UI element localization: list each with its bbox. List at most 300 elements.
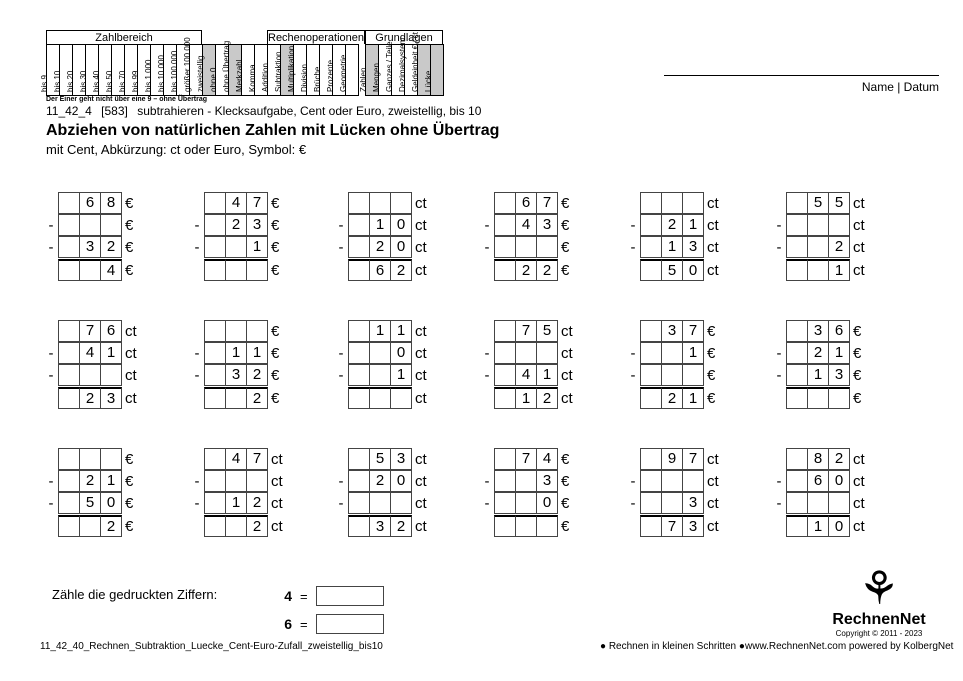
digit-boxes: [348, 320, 411, 342]
digit-input-box[interactable]: [225, 236, 247, 258]
digit-box: 2: [661, 387, 683, 409]
digit-input-box[interactable]: [494, 492, 516, 514]
digit-input-box[interactable]: [786, 448, 808, 470]
digit-input-box[interactable]: [369, 492, 391, 514]
digit-input-box[interactable]: [494, 515, 516, 537]
task-row: [334, 470, 427, 492]
digit-input-box[interactable]: [58, 364, 80, 386]
digit-boxes: [640, 342, 703, 364]
digit-input-box[interactable]: [58, 448, 80, 470]
currency-unit-label: ct: [271, 517, 283, 535]
task-row: [772, 236, 865, 258]
digit-input-box[interactable]: [515, 342, 537, 364]
digit-input-box[interactable]: [348, 515, 370, 537]
digit-input-box[interactable]: [494, 448, 516, 470]
task-row: [190, 448, 283, 470]
currency-unit-label: ct: [853, 216, 865, 234]
category-group-title: [202, 30, 267, 44]
operator-symbol: -: [48, 472, 54, 490]
digit-box: 7: [79, 320, 101, 342]
digit-box: 0: [536, 492, 558, 514]
digit-boxes: [58, 448, 121, 470]
digit-input-box[interactable]: [79, 364, 101, 386]
digit-box: 5: [79, 492, 101, 514]
digit-input-box[interactable]: [79, 259, 101, 281]
operator-symbol: -: [630, 344, 636, 362]
digit-box: 7: [246, 192, 268, 214]
digit-input-box[interactable]: [682, 192, 704, 214]
digit-input-box[interactable]: [204, 214, 226, 236]
sheet-id-line: [46, 104, 481, 118]
digit-box: 4: [515, 214, 537, 236]
digit-input-box[interactable]: [640, 192, 662, 214]
digit-boxes: [786, 214, 849, 236]
digit-input-box[interactable]: [828, 387, 850, 409]
digit-box: 0: [390, 214, 412, 236]
task-row: [480, 236, 569, 258]
task-row: [626, 364, 715, 386]
digit-box: 3: [536, 214, 558, 236]
digit-boxes: [494, 214, 557, 236]
task-row: [334, 492, 427, 514]
digit-input-box[interactable]: [640, 492, 662, 514]
digit-input-box[interactable]: [79, 448, 101, 470]
digit-input-box[interactable]: [58, 192, 80, 214]
digit-input-box[interactable]: [494, 259, 516, 281]
category-cell-label: bis 100.000: [170, 50, 179, 92]
digit-input-box[interactable]: [494, 320, 516, 342]
digit-input-box[interactable]: [786, 515, 808, 537]
currency-unit-label: ct: [125, 322, 137, 340]
digit-input-box[interactable]: [204, 259, 226, 281]
digit-input-box[interactable]: [682, 470, 704, 492]
category-cell-label: Geometrie: [339, 54, 348, 92]
category-cell-label: Lücke: [424, 70, 434, 92]
digit-input-box[interactable]: [515, 470, 537, 492]
digit-input-box[interactable]: [807, 236, 829, 258]
digit-boxes: [640, 236, 703, 258]
digit-input-box[interactable]: [494, 236, 516, 258]
currency-unit-label: ct: [707, 517, 719, 535]
digit-input-box[interactable]: [536, 342, 558, 364]
operator-symbol: -: [484, 366, 490, 384]
digit-input-box[interactable]: [225, 515, 247, 537]
digit-input-box[interactable]: [204, 192, 226, 214]
digit-input-box[interactable]: [58, 236, 80, 258]
category-group: [359, 30, 443, 96]
digit-box: 2: [100, 236, 122, 258]
task-row: [334, 320, 427, 342]
digit-input-box[interactable]: [640, 320, 662, 342]
currency-unit-label: €: [271, 344, 280, 362]
digit-input-box[interactable]: [225, 387, 247, 409]
task-result-row: [190, 259, 279, 281]
count-digit-label: 4: [284, 588, 292, 604]
digit-input-box[interactable]: [348, 192, 370, 214]
task-row: [334, 236, 427, 258]
currency-unit-label: ct: [707, 450, 719, 468]
digit-box: 6: [828, 320, 850, 342]
digit-input-box[interactable]: [494, 364, 516, 386]
digit-input-box[interactable]: [100, 364, 122, 386]
digit-boxes: [494, 236, 557, 258]
digit-input-box[interactable]: [58, 515, 80, 537]
digit-box: 0: [682, 259, 704, 281]
category-cell[interactable]: [424, 44, 444, 96]
logo-name: RechnenNet: [832, 611, 926, 628]
digit-boxes: [640, 214, 703, 236]
category-cell-label: bis 70: [118, 70, 127, 92]
digit-input-box[interactable]: [58, 387, 80, 409]
digit-boxes: [786, 515, 849, 537]
digit-box: 2: [536, 259, 558, 281]
category-cell-label: bis 50: [105, 70, 114, 92]
operator-symbol: -: [776, 344, 782, 362]
category-cell-label: Brüche: [313, 66, 322, 92]
count-digit-label: 6: [284, 616, 292, 632]
currency-unit-label: ct: [853, 194, 865, 212]
sheet-descriptor: subtrahieren - Klecksaufgabe, Cent oder Euro, zweistellig, bis 10: [137, 104, 482, 118]
digit-input-box[interactable]: [100, 448, 122, 470]
digit-box: 2: [369, 470, 391, 492]
digit-input-box[interactable]: [640, 448, 662, 470]
digit-input-box[interactable]: [204, 515, 226, 537]
digit-input-box[interactable]: [204, 470, 226, 492]
digit-input-box[interactable]: [786, 214, 808, 236]
task-result-row: [334, 387, 427, 409]
digit-box: 6: [79, 192, 101, 214]
digit-input-box[interactable]: [786, 192, 808, 214]
digit-input-box[interactable]: [369, 364, 391, 386]
operator-symbol: -: [338, 494, 344, 512]
brand-logo: [819, 562, 939, 638]
digit-box: 3: [369, 515, 391, 537]
name-date-label: Name | Datum: [861, 80, 939, 94]
operator-symbol: -: [194, 216, 200, 234]
digit-input-box[interactable]: [786, 320, 808, 342]
digit-boxes: [640, 364, 703, 386]
exercise-task: [190, 192, 279, 281]
task-result-row: [480, 515, 569, 537]
digit-input-box[interactable]: [204, 492, 226, 514]
digit-input-box[interactable]: [494, 387, 516, 409]
exercise-task: [44, 448, 133, 537]
digit-box: 7: [661, 515, 683, 537]
currency-unit-label: €: [125, 216, 134, 234]
digit-boxes: [348, 387, 411, 409]
digit-boxes: [494, 515, 557, 537]
task-row: [626, 448, 719, 470]
task-row: [480, 320, 573, 342]
currency-unit-label: €: [125, 194, 134, 212]
digit-input-box[interactable]: [661, 364, 683, 386]
digit-input-box[interactable]: [640, 387, 662, 409]
currency-unit-label: €: [707, 389, 716, 407]
sheet-code: 11_42_4: [46, 104, 92, 118]
currency-unit-label: €: [561, 216, 570, 234]
category-cell-label: bis 20: [66, 70, 75, 92]
digit-input-box[interactable]: [204, 387, 226, 409]
digit-input-box[interactable]: [348, 236, 370, 258]
digit-input-box[interactable]: [79, 515, 101, 537]
digit-input-box[interactable]: [536, 515, 558, 537]
digit-boxes: [204, 192, 267, 214]
currency-unit-label: ct: [415, 216, 427, 234]
digit-input-box[interactable]: [348, 214, 370, 236]
digit-input-box[interactable]: [348, 492, 370, 514]
currency-unit-label: ct: [707, 494, 719, 512]
digit-input-box[interactable]: [348, 320, 370, 342]
digit-boxes: [204, 492, 267, 514]
digit-input-box[interactable]: [369, 342, 391, 364]
digit-boxes: [204, 364, 267, 386]
digit-input-box[interactable]: [640, 236, 662, 258]
currency-unit-label: ct: [707, 216, 719, 234]
digit-boxes: [786, 387, 849, 409]
currency-unit-label: ct: [707, 261, 719, 279]
page-subtitle: mit Cent, Abkürzung: ct oder Euro, Symbol: €: [46, 142, 307, 157]
category-cell-label: Geldeinheit € / ct: [411, 31, 421, 92]
digit-boxes: [58, 515, 121, 537]
currency-unit-label: €: [561, 261, 570, 279]
digit-input-box[interactable]: [225, 320, 247, 342]
digit-boxes: [494, 470, 557, 492]
digit-input-box[interactable]: [58, 214, 80, 236]
task-result-row: [480, 259, 569, 281]
digit-input-box[interactable]: [79, 214, 101, 236]
digit-input-box[interactable]: [661, 470, 683, 492]
category-group-title: Rechenoperationen: [268, 32, 365, 44]
exercise-task: [626, 192, 719, 281]
task-row: [626, 492, 719, 514]
digit-input-box[interactable]: [58, 259, 80, 281]
category-cell-label: Addition: [261, 63, 270, 92]
digit-input-box[interactable]: [682, 364, 704, 386]
digit-input-box[interactable]: [494, 470, 516, 492]
digit-input-box[interactable]: [58, 342, 80, 364]
digit-boxes: [786, 320, 849, 342]
exercise-task: [334, 192, 427, 281]
task-result-row: [626, 387, 715, 409]
digit-input-box[interactable]: [640, 342, 662, 364]
currency-unit-label: €: [271, 389, 280, 407]
digit-input-box[interactable]: [204, 320, 226, 342]
operator-symbol: -: [630, 472, 636, 490]
digit-box: 7: [536, 192, 558, 214]
digit-box: 1: [682, 214, 704, 236]
digit-box: 3: [807, 320, 829, 342]
task-row: [772, 214, 865, 236]
digit-input-box[interactable]: [640, 259, 662, 281]
digit-input-box[interactable]: [390, 192, 412, 214]
footer-url: www.RechnenNet.com powered by KolbergNet: [745, 641, 954, 652]
task-row: [480, 364, 573, 386]
digit-box: 4: [515, 364, 537, 386]
currency-unit-label: ct: [415, 517, 427, 535]
task-row: [334, 214, 427, 236]
task-row: [190, 470, 283, 492]
digit-input-box[interactable]: [348, 448, 370, 470]
digit-input-box[interactable]: [515, 515, 537, 537]
digit-input-box[interactable]: [661, 192, 683, 214]
digit-input-box[interactable]: [786, 470, 808, 492]
digit-box: 2: [369, 236, 391, 258]
currency-unit-label: €: [561, 517, 570, 535]
currency-unit-label: €: [125, 517, 134, 535]
digit-box: 9: [661, 448, 683, 470]
task-row: [772, 342, 861, 364]
digit-input-box[interactable]: [100, 214, 122, 236]
digit-boxes: [786, 470, 849, 492]
digit-input-box[interactable]: [58, 470, 80, 492]
count-answer-box[interactable]: [316, 586, 384, 606]
digit-box: 3: [390, 448, 412, 470]
digit-boxes: [786, 259, 849, 281]
digit-boxes: [348, 515, 411, 537]
digit-box: 2: [246, 515, 268, 537]
digit-box: 5: [661, 259, 683, 281]
category-cell-label: Prozente: [326, 59, 335, 92]
digit-box: 1: [536, 364, 558, 386]
digit-input-box[interactable]: [828, 214, 850, 236]
task-row: [626, 214, 719, 236]
logo-mark-icon: ⚘: [858, 562, 900, 614]
count-answer-box[interactable]: [316, 614, 384, 634]
digit-input-box[interactable]: [348, 342, 370, 364]
digit-box: 5: [807, 192, 829, 214]
digit-box: 8: [807, 448, 829, 470]
digit-input-box[interactable]: [494, 214, 516, 236]
digit-input-box[interactable]: [204, 236, 226, 258]
category-cell-label: Ganzes / Teile: [385, 41, 395, 92]
digit-input-box[interactable]: [225, 470, 247, 492]
currency-unit-label: €: [125, 261, 134, 279]
digit-boxes: [786, 364, 849, 386]
currency-unit-label: ct: [561, 322, 573, 340]
digit-input-box[interactable]: [515, 492, 537, 514]
digit-input-box[interactable]: [348, 259, 370, 281]
digit-boxes: [786, 448, 849, 470]
digit-box: 3: [682, 236, 704, 258]
category-cell-label: bis 9: [40, 75, 49, 92]
currency-unit-label: €: [125, 450, 134, 468]
currency-unit-label: €: [707, 344, 716, 362]
digit-input-box[interactable]: [204, 342, 226, 364]
digit-input-box[interactable]: [807, 492, 829, 514]
task-row: [772, 448, 865, 470]
digit-box: 1: [682, 342, 704, 364]
task-result-row: [44, 515, 133, 537]
category-cell[interactable]: [339, 44, 359, 96]
digit-input-box[interactable]: [58, 320, 80, 342]
task-row: [772, 364, 861, 386]
digit-input-box[interactable]: [786, 259, 808, 281]
digit-input-box[interactable]: [246, 320, 268, 342]
digit-box: 1: [807, 515, 829, 537]
digit-input-box[interactable]: [640, 364, 662, 386]
digit-input-box[interactable]: [786, 387, 808, 409]
currency-unit-label: €: [561, 238, 570, 256]
digit-input-box[interactable]: [640, 515, 662, 537]
digit-box: 1: [828, 342, 850, 364]
digit-box: 2: [390, 515, 412, 537]
digit-input-box[interactable]: [348, 364, 370, 386]
digit-boxes: [348, 492, 411, 514]
digit-boxes: [58, 342, 121, 364]
digit-input-box[interactable]: [828, 492, 850, 514]
digit-input-box[interactable]: [225, 259, 247, 281]
digit-input-box[interactable]: [536, 236, 558, 258]
digit-input-box[interactable]: [786, 364, 808, 386]
digit-input-box[interactable]: [807, 214, 829, 236]
operator-symbol: -: [630, 216, 636, 234]
digit-input-box[interactable]: [390, 492, 412, 514]
digit-boxes: [58, 236, 121, 258]
digit-input-box[interactable]: [786, 236, 808, 258]
digit-input-box[interactable]: [661, 342, 683, 364]
digit-input-box[interactable]: [390, 387, 412, 409]
task-row: [190, 320, 279, 342]
digit-input-box[interactable]: [640, 470, 662, 492]
exercise-task: [480, 448, 569, 537]
digit-input-box[interactable]: [246, 470, 268, 492]
operator-symbol: -: [338, 238, 344, 256]
currency-unit-label: ct: [853, 517, 865, 535]
currency-unit-label: ct: [415, 494, 427, 512]
category-cell-label: bis 30: [79, 70, 88, 92]
task-row: [44, 192, 133, 214]
digit-input-box[interactable]: [494, 192, 516, 214]
digit-input-box[interactable]: [204, 364, 226, 386]
currency-unit-label: ct: [707, 472, 719, 490]
operator-symbol: -: [484, 472, 490, 490]
operator-symbol: -: [484, 494, 490, 512]
digit-input-box[interactable]: [369, 387, 391, 409]
digit-input-box[interactable]: [204, 448, 226, 470]
category-group-title: Zahlbereich: [46, 30, 202, 44]
currency-unit-label: €: [271, 238, 280, 256]
task-row: [480, 342, 573, 364]
task-result-row: [772, 515, 865, 537]
digit-input-box[interactable]: [348, 470, 370, 492]
digit-input-box[interactable]: [58, 492, 80, 514]
digit-input-box[interactable]: [807, 387, 829, 409]
digit-boxes: [786, 236, 849, 258]
task-result-row: [190, 387, 279, 409]
operator-symbol: -: [338, 366, 344, 384]
task-row: [334, 192, 427, 214]
digit-boxes: [204, 214, 267, 236]
category-cell-label: Multiplikation: [287, 45, 296, 92]
digit-input-box[interactable]: [515, 236, 537, 258]
digit-box: 1: [369, 320, 391, 342]
digit-input-box[interactable]: [786, 342, 808, 364]
digit-input-box[interactable]: [786, 492, 808, 514]
digit-box: 2: [246, 364, 268, 386]
digit-input-box[interactable]: [640, 214, 662, 236]
digit-box: 3: [79, 236, 101, 258]
digit-input-box[interactable]: [661, 492, 683, 514]
task-row: [334, 448, 427, 470]
digit-input-box[interactable]: [348, 387, 370, 409]
exercise-task: [190, 320, 279, 409]
digit-input-box[interactable]: [369, 192, 391, 214]
digit-box: 2: [225, 214, 247, 236]
digit-input-box[interactable]: [807, 259, 829, 281]
digit-input-box[interactable]: [494, 342, 516, 364]
digit-input-box[interactable]: [246, 259, 268, 281]
digit-boxes: [640, 515, 703, 537]
